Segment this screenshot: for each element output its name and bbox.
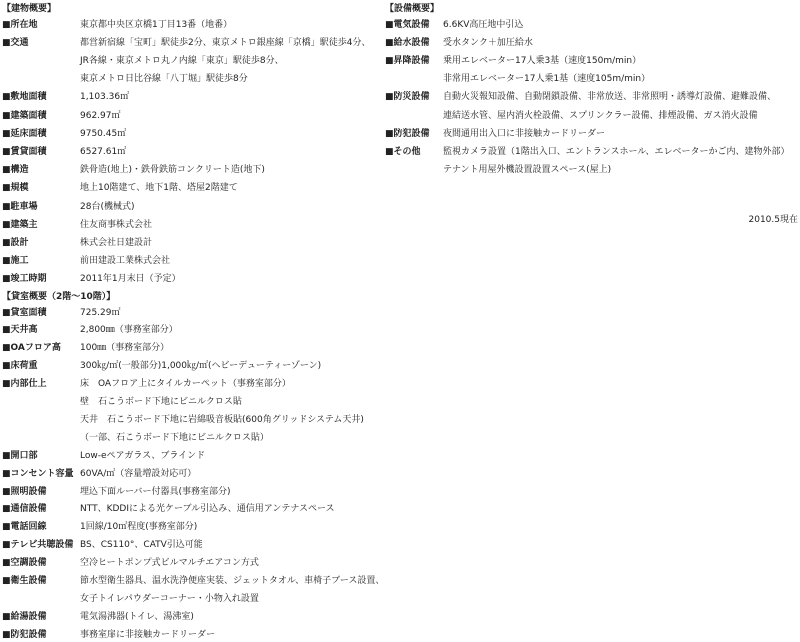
equipment-spec-value: 自動火災報知設備、自動閉鎖設備、非常放送、非常照明・誘導灯設備、避難設備、 <box>443 92 777 103</box>
office-spec-row <box>2 392 242 410</box>
building-spec-value: 地上10階建て、地下1階、塔屋2階建て <box>80 183 238 194</box>
building-spec-row <box>2 87 129 105</box>
building-spec-row <box>2 178 238 196</box>
office-spec-value: 300㎏/㎡(一般部分)1,000㎏/㎡(ヘビーデューティーゾーン) <box>80 361 322 372</box>
equipment-spec-value: 受水タンク＋加圧給水 <box>443 37 533 48</box>
office-spec-label: ■衛生設備 <box>2 576 47 586</box>
office-spec-value: 事務室扉に非接触カードリーダー <box>80 629 216 640</box>
equipment-spec-value: テナント用屋外機設置設置スペース(屋上) <box>443 165 612 176</box>
equipment-spec-label: ■給水設備 <box>385 37 430 48</box>
equipment-spec-row <box>385 105 757 123</box>
building-spec-label: ■規模 <box>2 183 29 194</box>
building-spec-label: ■交通 <box>2 37 29 48</box>
building-spec-value: 東京都中央区京橋1丁目13番（地番） <box>80 19 233 30</box>
building-spec-row <box>2 50 284 68</box>
office-spec-row <box>2 409 364 427</box>
office-spec-value: 床 OAフロア上にタイルカーペット（事務室部分） <box>80 379 291 390</box>
date-note: 2010.5現在 <box>748 215 798 225</box>
building-spec-row <box>2 32 370 50</box>
building-spec-value: JR各線・東京メトロ丸ノ内線「東京」駅徒歩8分、 <box>80 55 284 66</box>
building-spec-row <box>2 232 152 250</box>
office-spec-row <box>2 588 259 606</box>
building-spec-value: 都営新宿線「宝町」駅徒歩2分、東京メトロ銀座線「京橋」駅徒歩4分、 <box>80 37 371 48</box>
equipment-spec-label: ■昇降設備 <box>385 55 430 66</box>
building-spec-row <box>2 196 134 214</box>
office-spec-label: ■テレビ共聴設備 <box>2 540 74 551</box>
office-spec-row <box>2 571 384 589</box>
office-spec-value: 女子トイレパウダーコーナー・小物入れ設置 <box>80 593 259 604</box>
office-spec-row <box>2 445 205 463</box>
office-spec-label: ■電話回線 <box>2 522 47 533</box>
office-spec-label: ■内部仕上 <box>2 379 47 390</box>
building-spec-value: 東京メトロ日比谷線「八丁堀」駅徒歩8分 <box>80 74 248 85</box>
building-spec-label: ■敷地面積 <box>2 92 47 103</box>
building-spec-row <box>2 251 170 269</box>
building-spec-label: ■竣工時期 <box>2 274 47 285</box>
building-spec-row <box>2 269 181 287</box>
office-spec-row <box>2 427 269 445</box>
equipment-spec-label: ■電気設備 <box>385 19 430 30</box>
office-spec-row <box>2 481 231 499</box>
office-spec-label: ■床荷重 <box>2 361 38 372</box>
equipment-spec-row <box>385 32 533 50</box>
equipment-spec-row <box>385 50 641 68</box>
building-spec-value: 6527.61㎡ <box>80 146 127 157</box>
building-spec-label: ■延床面積 <box>2 128 47 139</box>
equipment-spec-value: 夜間通用出入口に非接触カードリーダー <box>443 128 606 139</box>
building-spec-label: ■構造 <box>2 165 29 176</box>
office-spec-value: 2,800㎜（事務室部分） <box>80 325 178 336</box>
building-spec-row <box>2 214 152 232</box>
equipment-spec-value: 非常用エレベーター17人乗1基（速度105m/min） <box>443 74 651 85</box>
office-spec-row <box>2 338 169 356</box>
office-spec-label: ■防犯設備 <box>2 629 47 640</box>
office-spec-value: 空冷ヒートポンプ式ビルマルチエアコン方式 <box>80 558 259 569</box>
equipment-spec-value: 乗用エレベーター17人乗3基（速度150m/min） <box>443 55 642 66</box>
office-spec-value: 60VA/㎡（容量増設対応可） <box>80 468 197 479</box>
building-spec-value: 住友商事株式会社 <box>80 219 153 230</box>
office-spec-label: ■空調設備 <box>2 558 47 569</box>
building-spec-value: 9750.45㎡ <box>80 128 127 139</box>
equipment-spec-row <box>385 14 523 32</box>
equipment-section-title: 【設備概要】 <box>385 4 440 14</box>
building-spec-label: ■建築主 <box>2 219 38 230</box>
office-spec-value: 節水型衛生器具、温水洗浄便座実装、ジェットタオル、車椅子ブース設置、 <box>80 576 385 586</box>
equipment-spec-value: 監視カメラ設置（1階出入口、エントランスホール、エレベーターかご内、建物外部） <box>443 146 790 157</box>
building-spec-label: ■施工 <box>2 256 29 267</box>
office-spec-row <box>2 517 197 535</box>
office-spec-value: NTT、KDDIによる光ケーブル引込み、通信用アンテナスペース <box>80 504 335 515</box>
building-spec-value: 1,103.36㎡ <box>80 92 130 103</box>
office-spec-value: 100㎜（事務室部分） <box>80 343 170 354</box>
building-spec-value: 株式会社日建設計 <box>80 237 153 248</box>
office-spec-value: （一部、石こうボード下地にビニルクロス貼） <box>80 432 269 443</box>
building-spec-row <box>2 123 126 141</box>
office-spec-label: ■OAフロア高 <box>2 343 61 354</box>
office-spec-label: ■天井高 <box>2 325 38 336</box>
office-spec-row <box>2 374 291 392</box>
office-spec-row <box>2 356 321 374</box>
office-spec-row <box>2 535 203 553</box>
office-spec-row <box>2 606 194 624</box>
building-spec-label: ■建築面積 <box>2 110 47 121</box>
office-spec-row <box>2 624 215 642</box>
building-spec-row <box>2 14 232 32</box>
office-spec-label: ■通信設備 <box>2 504 47 515</box>
equipment-spec-row <box>385 123 605 141</box>
building-spec-label: ■駐車場 <box>2 201 38 212</box>
office-spec-value: BS、CS110°、CATV引込可能 <box>80 540 203 551</box>
building-spec-value: 前田建設工業株式会社 <box>80 256 171 267</box>
office-spec-value: 1回線/10㎡程度(事務室部分) <box>80 522 198 533</box>
building-spec-label: ■賃貸面積 <box>2 146 47 157</box>
office-spec-row <box>2 553 259 571</box>
equipment-spec-label: ■防災設備 <box>385 92 430 103</box>
building-spec-row <box>2 160 265 178</box>
office-spec-label: ■開口部 <box>2 450 38 461</box>
office-spec-value: 725.29㎡ <box>80 307 121 318</box>
equipment-spec-row <box>385 87 776 105</box>
building-spec-value: 962.97㎡ <box>80 110 121 121</box>
equipment-spec-row <box>385 141 790 159</box>
building-spec-row <box>2 105 121 123</box>
equipment-spec-row <box>385 69 650 87</box>
office-spec-label: ■貸室面積 <box>2 307 47 318</box>
building-spec-label: ■所在地 <box>2 19 38 30</box>
office-spec-value: Low-eペアガラス、ブラインド <box>80 450 206 461</box>
equipment-spec-label: ■その他 <box>385 146 421 157</box>
equipment-spec-row <box>385 160 611 178</box>
equipment-spec-value: 6.6KV高圧地中引込 <box>443 19 524 30</box>
office-spec-row <box>2 302 121 320</box>
office-spec-label: ■コンセント容量 <box>2 468 74 479</box>
building-spec-row <box>2 69 248 87</box>
building-spec-label: ■設計 <box>2 237 29 248</box>
office-spec-row <box>2 463 196 481</box>
building-spec-row <box>2 141 126 159</box>
equipment-spec-value: 連結送水管、屋内消火栓設備、スプリンクラー設備、排煙設備、ガス消火設備 <box>443 110 758 121</box>
office-section-title: 【貸室概要（2階～10階）】 <box>2 292 116 302</box>
building-spec-value: 28台(機械式) <box>80 201 135 212</box>
office-spec-value: 埋込下面ルーバー付器具(事務室部分) <box>80 486 231 497</box>
building-spec-value: 鉄骨造(地上)・鉄骨鉄筋コンクリート造(地下) <box>80 165 265 176</box>
building-section-title: 【建物概要】 <box>2 4 57 14</box>
office-spec-row <box>2 320 178 338</box>
office-spec-label: ■照明設備 <box>2 486 47 497</box>
equipment-spec-label: ■防犯設備 <box>385 128 430 139</box>
office-spec-row <box>2 499 335 517</box>
office-spec-value: 電気湯沸器(トイレ、湯沸室) <box>80 611 194 622</box>
building-spec-value: 2011年1月末日（予定） <box>80 274 181 285</box>
office-spec-value: 天井 石こうボード下地に岩綿吸音板貼(600角グリッドシステム天井) <box>80 414 364 425</box>
office-spec-label: ■給湯設備 <box>2 611 47 622</box>
office-spec-value: 壁 石こうボード下地にビニルクロス貼 <box>80 397 242 407</box>
